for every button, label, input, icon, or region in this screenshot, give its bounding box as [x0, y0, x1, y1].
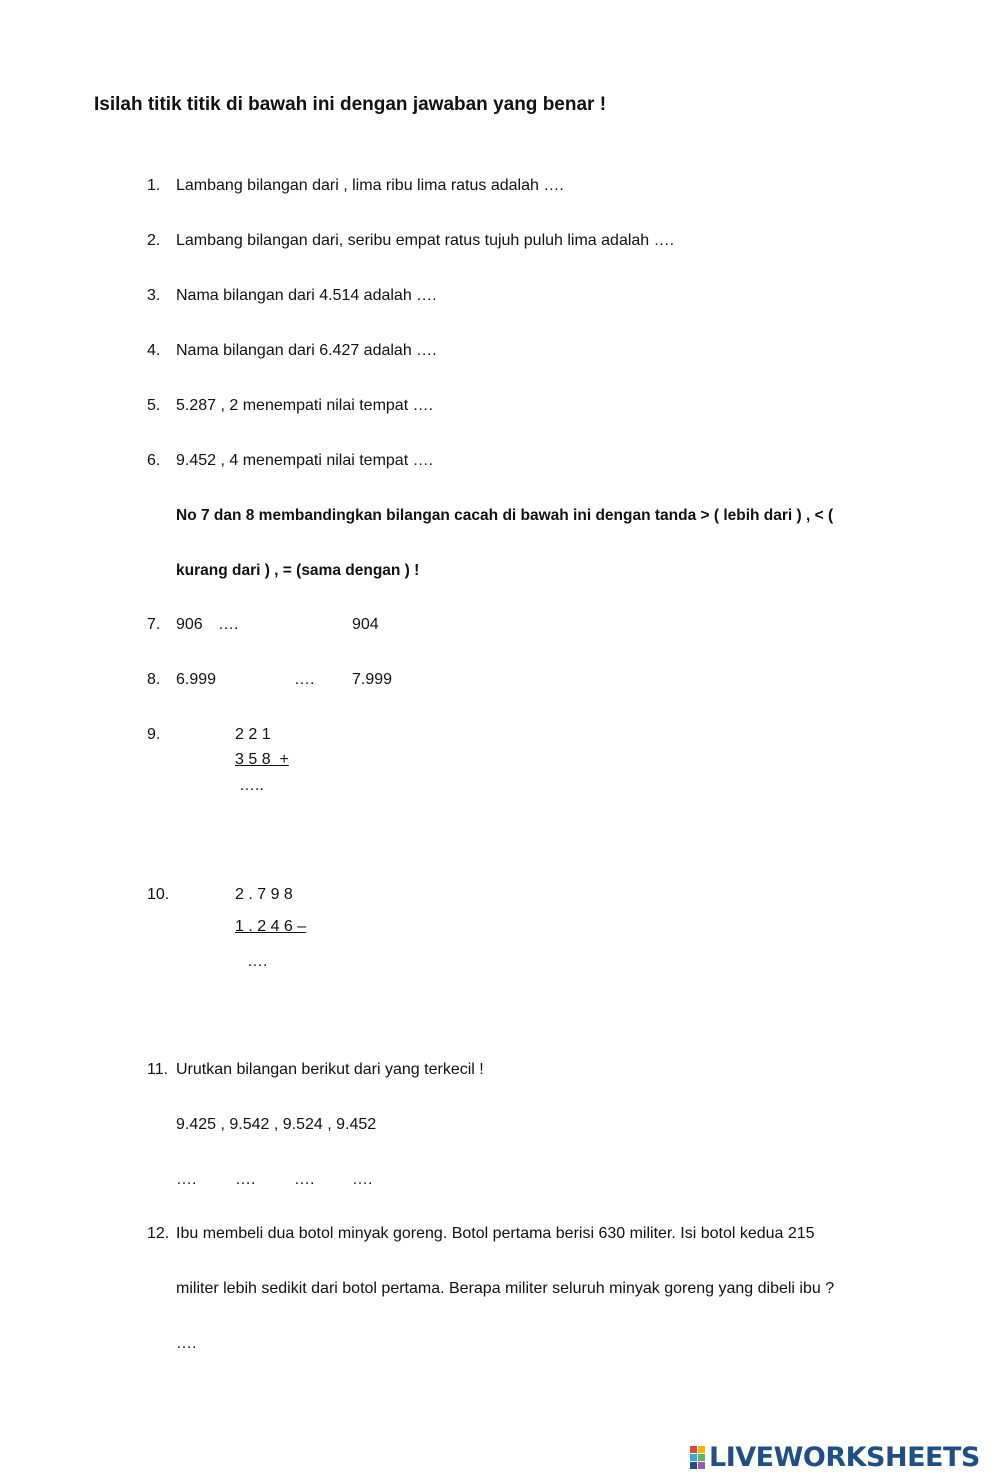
- brand-name: LIVEWORKSHEETS: [709, 1441, 980, 1473]
- question-9-line-1: 2 2 1: [235, 726, 271, 743]
- question-12-line-1: Ibu membeli dua botol minyak goreng. Botol pertama berisi 630 militer. Isi botol kedua 215: [176, 1225, 815, 1242]
- question-11-number: 11.: [147, 1061, 169, 1078]
- question-1-number: 1.: [147, 177, 161, 194]
- question-1-text: Lambang bilangan dari , lima ribu lima ratus adalah ….: [176, 177, 564, 194]
- question-6-text: 9.452 , 4 menempati nilai tempat ….: [176, 452, 434, 469]
- question-9-number: 9.: [147, 726, 161, 743]
- question-7-blank[interactable]: ….: [218, 616, 239, 633]
- page-title: Isilah titik titik di bawah ini dengan jawaban yang benar !: [94, 94, 607, 115]
- question-4-text: Nama bilangan dari 6.427 adalah ….: [176, 342, 437, 359]
- question-7-right-value: 904: [352, 616, 379, 633]
- question-12-line-2: militer lebih sedikit dari botol pertama. Berapa militer seluruh minyak goreng yang dibeli ibu ?: [176, 1280, 835, 1297]
- question-5-number: 5.: [147, 397, 161, 414]
- question-4-number: 4.: [147, 342, 161, 359]
- instruction-line-2: kurang dari ) , = (sama dengan ) !: [176, 562, 420, 579]
- question-10-answer-blank[interactable]: ….: [247, 953, 268, 970]
- logo-tiles-icon: [690, 1446, 705, 1469]
- question-12-answer-blank[interactable]: ….: [176, 1335, 197, 1352]
- question-5-text: 5.287 , 2 menempati nilai tempat ….: [176, 397, 434, 414]
- question-11-numbers: 9.425 , 9.542 , 9.524 , 9.452: [176, 1116, 377, 1133]
- question-8-right-value: 7.999: [352, 671, 393, 688]
- question-10-line-2: 1 . 2 4 6 –: [235, 918, 307, 935]
- question-10-number: 10.: [147, 886, 170, 903]
- question-9-line-2: 3 5 8 +: [235, 751, 289, 768]
- question-3-number: 3.: [147, 287, 161, 304]
- liveworksheets-logo: [690, 1442, 980, 1472]
- question-12-number: 12.: [147, 1225, 170, 1242]
- question-2-number: 2.: [147, 232, 161, 249]
- question-11-blank-4[interactable]: ….: [352, 1171, 373, 1188]
- question-6-number: 6.: [147, 452, 161, 469]
- question-9-answer-blank[interactable]: …..: [239, 777, 264, 794]
- question-11-blank-3[interactable]: ….: [294, 1171, 315, 1188]
- question-8-number: 8.: [147, 671, 161, 688]
- question-8-blank[interactable]: ….: [294, 671, 315, 688]
- question-3-text: Nama bilangan dari 4.514 adalah ….: [176, 287, 437, 304]
- question-7-left-value: 906: [176, 616, 203, 633]
- question-11-blank-1[interactable]: ….: [176, 1171, 197, 1188]
- question-2-text: Lambang bilangan dari, seribu empat ratus tujuh puluh lima adalah ….: [176, 232, 675, 249]
- question-10-line-1: 2 . 7 9 8: [235, 886, 293, 903]
- question-11-text: Urutkan bilangan berikut dari yang terkecil !: [176, 1061, 484, 1078]
- question-8-left-value: 6.999: [176, 671, 217, 688]
- instruction-line-1: No 7 dan 8 membandingkan bilangan cacah di bawah ini dengan tanda > ( lebih dari ) , < (: [176, 507, 834, 524]
- question-11-blank-2[interactable]: ….: [235, 1171, 256, 1188]
- question-7-number: 7.: [147, 616, 161, 633]
